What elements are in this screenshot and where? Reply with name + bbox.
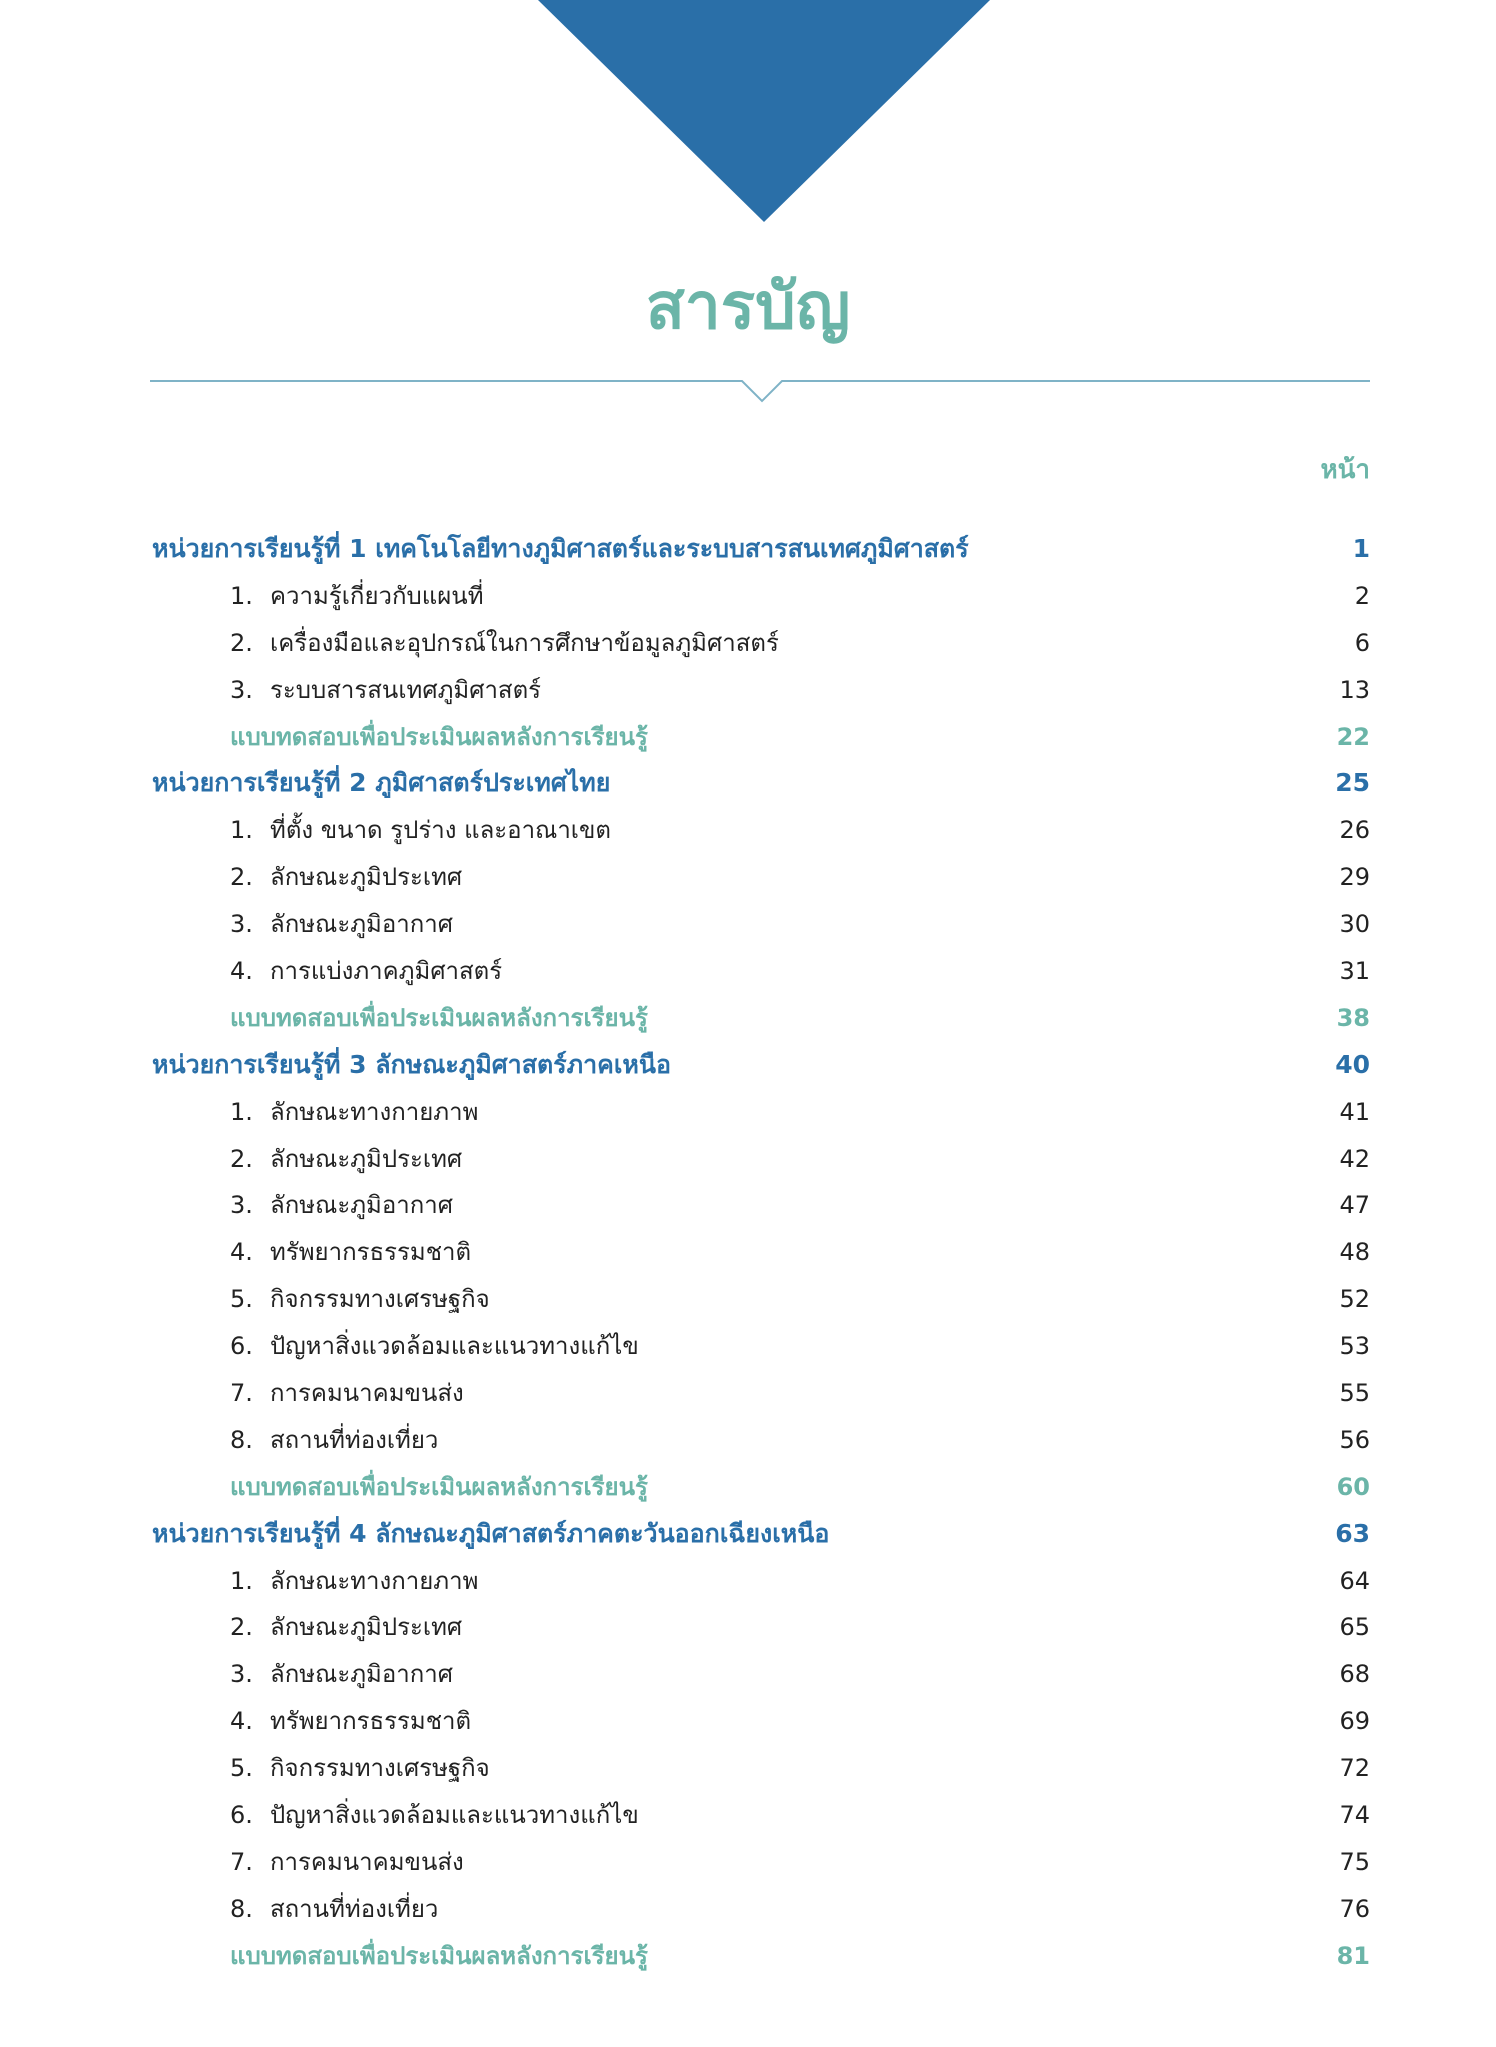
toc-page-number: 41 [1339,1097,1370,1126]
toc-item[interactable] [152,901,1370,948]
toc-unit-heading[interactable] [152,526,1370,573]
toc-unit-heading[interactable] [152,760,1370,807]
toc-page-number: 48 [1339,1238,1370,1267]
toc-page-number: 72 [1339,1754,1370,1783]
toc-page-number: 65 [1339,1613,1370,1642]
toc-entry-text: กิจกรรมทางเศรษฐกิจ [270,1754,490,1783]
toc-page-number: 38 [1336,1003,1370,1032]
toc-entry-text: ความรู้เกี่ยวกับแผนที่ [270,581,484,610]
toc-item[interactable] [152,620,1370,667]
toc-item[interactable] [152,1839,1370,1886]
toc-quiz-entry[interactable] [152,1464,1370,1511]
toc-item-number: 6. [230,1801,253,1830]
table-of-contents [152,526,1370,1980]
toc-item-number: 4. [230,957,253,986]
toc-entry-text: การแบ่งภาคภูมิศาสตร์ [270,957,503,986]
toc-unit-heading[interactable] [152,1511,1370,1558]
toc-entry-text: กิจกรรมทางเศรษฐกิจ [270,1285,490,1314]
toc-page-number: 56 [1339,1425,1370,1454]
toc-entry-text: ปัญหาสิ่งแวดล้อมและแนวทางแก้ไข [270,1801,639,1830]
toc-entry-text: เครื่องมือและอุปกรณ์ในการศึกษาข้อมูลภูมิศาสตร์ [270,628,779,657]
toc-entry-text: ลักษณะภูมิอากาศ [270,1660,453,1689]
toc-item-number: 5. [230,1754,253,1783]
toc-item-number: 5. [230,1285,253,1314]
toc-item-number: 3. [230,910,253,939]
toc-page-number: 1 [1352,534,1370,563]
toc-page-number: 75 [1339,1847,1370,1876]
toc-item[interactable] [152,854,1370,901]
top-triangle-decoration [538,0,990,222]
toc-entry-text: ลักษณะภูมิอากาศ [270,910,453,939]
toc-page-number: 76 [1339,1894,1370,1923]
toc-item[interactable] [152,1136,1370,1183]
toc-page-number: 25 [1335,768,1370,798]
toc-item-number: 8. [230,1894,253,1923]
toc-item[interactable] [152,1417,1370,1464]
toc-entry-text: หน่วยการเรียนรู้ที่ 3 ลักษณะภูมิศาสตร์ภาคเหนือ [152,1049,671,1079]
toc-entry-text: ลักษณะภูมิประเทศ [270,1144,463,1173]
toc-entry-text: ที่ตั้ง ขนาด รูปร่าง และอาณาเขต [270,816,611,845]
toc-item-number: 4. [230,1238,253,1267]
toc-entry-text: ทรัพยากรธรรมชาติ [270,1238,472,1267]
toc-page-number: 40 [1335,1049,1370,1079]
toc-item-number: 4. [230,1707,253,1736]
toc-item[interactable] [152,1558,1370,1605]
toc-page-number: 60 [1336,1472,1370,1501]
toc-item-number: 2. [230,1613,253,1642]
toc-item[interactable] [152,1089,1370,1136]
toc-entry-text: ปัญหาสิ่งแวดล้อมและแนวทางแก้ไข [270,1332,639,1361]
toc-page-number: 53 [1339,1332,1370,1361]
toc-item[interactable] [152,1182,1370,1229]
toc-entry-text: หน่วยการเรียนรู้ที่ 2 ภูมิศาสตร์ประเทศไทย [152,768,611,798]
toc-entry-text: ลักษณะทางกายภาพ [270,1097,479,1126]
toc-page-number: 13 [1339,675,1370,704]
toc-item-number: 1. [230,1097,253,1126]
toc-item-number: 7. [230,1847,253,1876]
toc-item[interactable] [152,1792,1370,1839]
toc-page-number: 47 [1339,1191,1370,1220]
toc-item[interactable] [152,1651,1370,1698]
toc-item[interactable] [152,1745,1370,1792]
toc-entry-text: ทรัพยากรธรรมชาติ [270,1707,472,1736]
toc-item-number: 7. [230,1379,253,1408]
toc-item-number: 3. [230,675,253,704]
toc-item-number: 3. [230,1660,253,1689]
toc-item[interactable] [152,1323,1370,1370]
toc-item-number: 1. [230,581,253,610]
toc-entry-text: สถานที่ท่องเที่ยว [270,1425,439,1454]
toc-entry-text: ลักษณะทางกายภาพ [270,1566,479,1595]
toc-entry-text: การคมนาคมขนส่ง [270,1379,464,1408]
toc-page-number: 26 [1339,816,1370,845]
toc-quiz-entry[interactable] [152,1933,1370,1980]
toc-item-number: 2. [230,863,253,892]
toc-page-number: 69 [1339,1707,1370,1736]
toc-entry-text: ระบบสารสนเทศภูมิศาสตร์ [270,675,542,704]
toc-item[interactable] [152,948,1370,995]
toc-entry-text: หน่วยการเรียนรู้ที่ 1 เทคโนโลยีทางภูมิศาสตร์และระบบสารสนเทศภูมิศาสตร์ [152,534,969,563]
toc-entry-text: สถานที่ท่องเที่ยว [270,1894,439,1923]
toc-page-number: 6 [1354,628,1370,657]
toc-item[interactable] [152,1604,1370,1651]
toc-item[interactable] [152,1276,1370,1323]
toc-entry-text: การคมนาคมขนส่ง [270,1847,464,1876]
toc-entry-text: ลักษณะภูมิประเทศ [270,863,463,892]
toc-page-number: 52 [1339,1285,1370,1314]
toc-page-number: 2 [1354,581,1370,610]
toc-entry-text: แบบทดสอบเพื่อประเมินผลหลังการเรียนรู้ [230,1003,648,1032]
toc-entry-text: หน่วยการเรียนรู้ที่ 4 ลักษณะภูมิศาสตร์ภาคตะวันออกเฉียงเหนือ [152,1518,830,1548]
toc-page-number: 81 [1336,1941,1370,1970]
toc-item-number: 8. [230,1425,253,1454]
toc-page-number: 68 [1339,1660,1370,1689]
toc-entry-text: ลักษณะภูมิอากาศ [270,1191,453,1220]
toc-page-number: 64 [1339,1566,1370,1595]
toc-page-number: 74 [1339,1801,1370,1830]
toc-unit-heading[interactable] [152,1042,1370,1089]
toc-item-number: 3. [230,1191,253,1220]
toc-entry-text: ลักษณะภูมิประเทศ [270,1613,463,1642]
toc-page-number: 31 [1339,957,1370,986]
toc-page-number: 29 [1339,863,1370,892]
toc-entry-text: แบบทดสอบเพื่อประเมินผลหลังการเรียนรู้ [230,722,648,751]
page-column-label: หน้า [1320,455,1370,485]
toc-item[interactable] [152,1229,1370,1276]
toc-item-number: 2. [230,1144,253,1173]
page-title: สารบัญ [645,270,851,344]
toc-page-number: 42 [1339,1144,1370,1173]
toc-item[interactable] [152,807,1370,854]
toc-item-number: 6. [230,1332,253,1361]
toc-page-number: 55 [1339,1379,1370,1408]
toc-item-number: 1. [230,1566,253,1595]
toc-entry-text: แบบทดสอบเพื่อประเมินผลหลังการเรียนรู้ [230,1472,648,1501]
toc-item[interactable] [152,573,1370,620]
toc-item[interactable] [152,1370,1370,1417]
title-divider [150,375,1370,405]
toc-quiz-entry[interactable] [152,995,1370,1042]
toc-page-number: 22 [1336,722,1370,751]
toc-item-number: 2. [230,628,253,657]
toc-item[interactable] [152,667,1370,714]
toc-page-number: 30 [1339,910,1370,939]
toc-item[interactable] [152,1698,1370,1745]
toc-item-number: 1. [230,816,253,845]
toc-entry-text: แบบทดสอบเพื่อประเมินผลหลังการเรียนรู้ [230,1941,648,1970]
toc-item[interactable] [152,1886,1370,1933]
toc-page-number: 63 [1335,1518,1370,1548]
toc-quiz-entry[interactable] [152,714,1370,761]
